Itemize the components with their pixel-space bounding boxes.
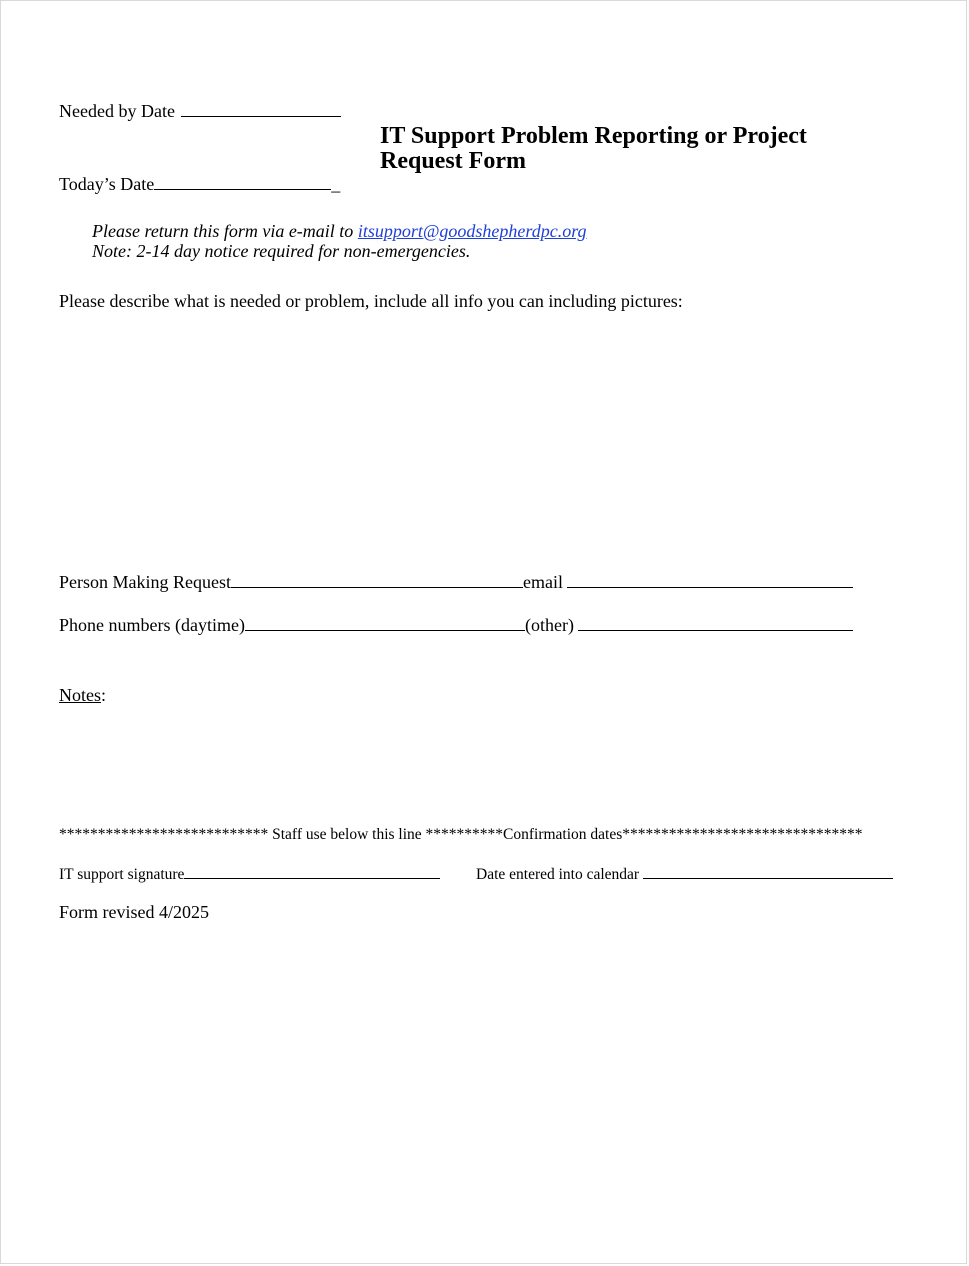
phone-row — [59, 615, 853, 636]
todays-date-row — [59, 174, 340, 195]
support-email-link[interactable]: itsupport@goodshepherdpc.org — [357, 221, 587, 241]
needed-by-row — [59, 101, 341, 122]
phone-other-label: (other) — [524, 615, 574, 635]
phone-daytime-label: Phone numbers (daytime) — [59, 615, 245, 635]
signature-field[interactable] — [184, 878, 440, 879]
notes-colon: : — [101, 685, 107, 705]
needed-by-field[interactable] — [181, 116, 341, 117]
person-field[interactable] — [231, 587, 523, 588]
calendar-label: Date entered into calendar — [476, 866, 640, 883]
notice-text: Note: 2-14 day notice required for non-emergencies. — [92, 241, 471, 261]
email-label: email — [522, 572, 563, 592]
page-title: IT Support Problem Reporting or Project Request Form — [380, 123, 807, 174]
staff-divider: *************************** Staff use below this line **********Confirmation dates******************************* — [59, 826, 863, 843]
revision-text: Form revised 4/2025 — [59, 902, 209, 922]
email-field[interactable] — [567, 587, 853, 588]
todays-date-trailing: _ — [331, 174, 341, 194]
return-instruction — [92, 221, 587, 241]
todays-date-field[interactable] — [154, 189, 331, 190]
return-prefix: Please return this form via e-mail to — [92, 221, 358, 241]
needed-by-label: Needed by Date — [59, 101, 175, 121]
notes-label: Notes — [59, 685, 101, 705]
signature-row — [59, 866, 440, 884]
phone-daytime-field[interactable] — [245, 630, 525, 631]
phone-other-field[interactable] — [578, 630, 853, 631]
todays-date-label: Today’s Date — [59, 174, 155, 194]
describe-label: Please describe what is needed or problem, include all info you can including pictures: — [59, 291, 683, 311]
person-row — [59, 572, 853, 593]
calendar-row — [476, 866, 893, 884]
person-label: Person Making Request — [59, 572, 231, 592]
description-area[interactable] — [59, 321, 919, 551]
calendar-field[interactable] — [643, 878, 893, 879]
notes-area[interactable] — [59, 711, 919, 811]
notes-row — [59, 685, 106, 706]
signature-label: IT support signature — [59, 866, 185, 883]
